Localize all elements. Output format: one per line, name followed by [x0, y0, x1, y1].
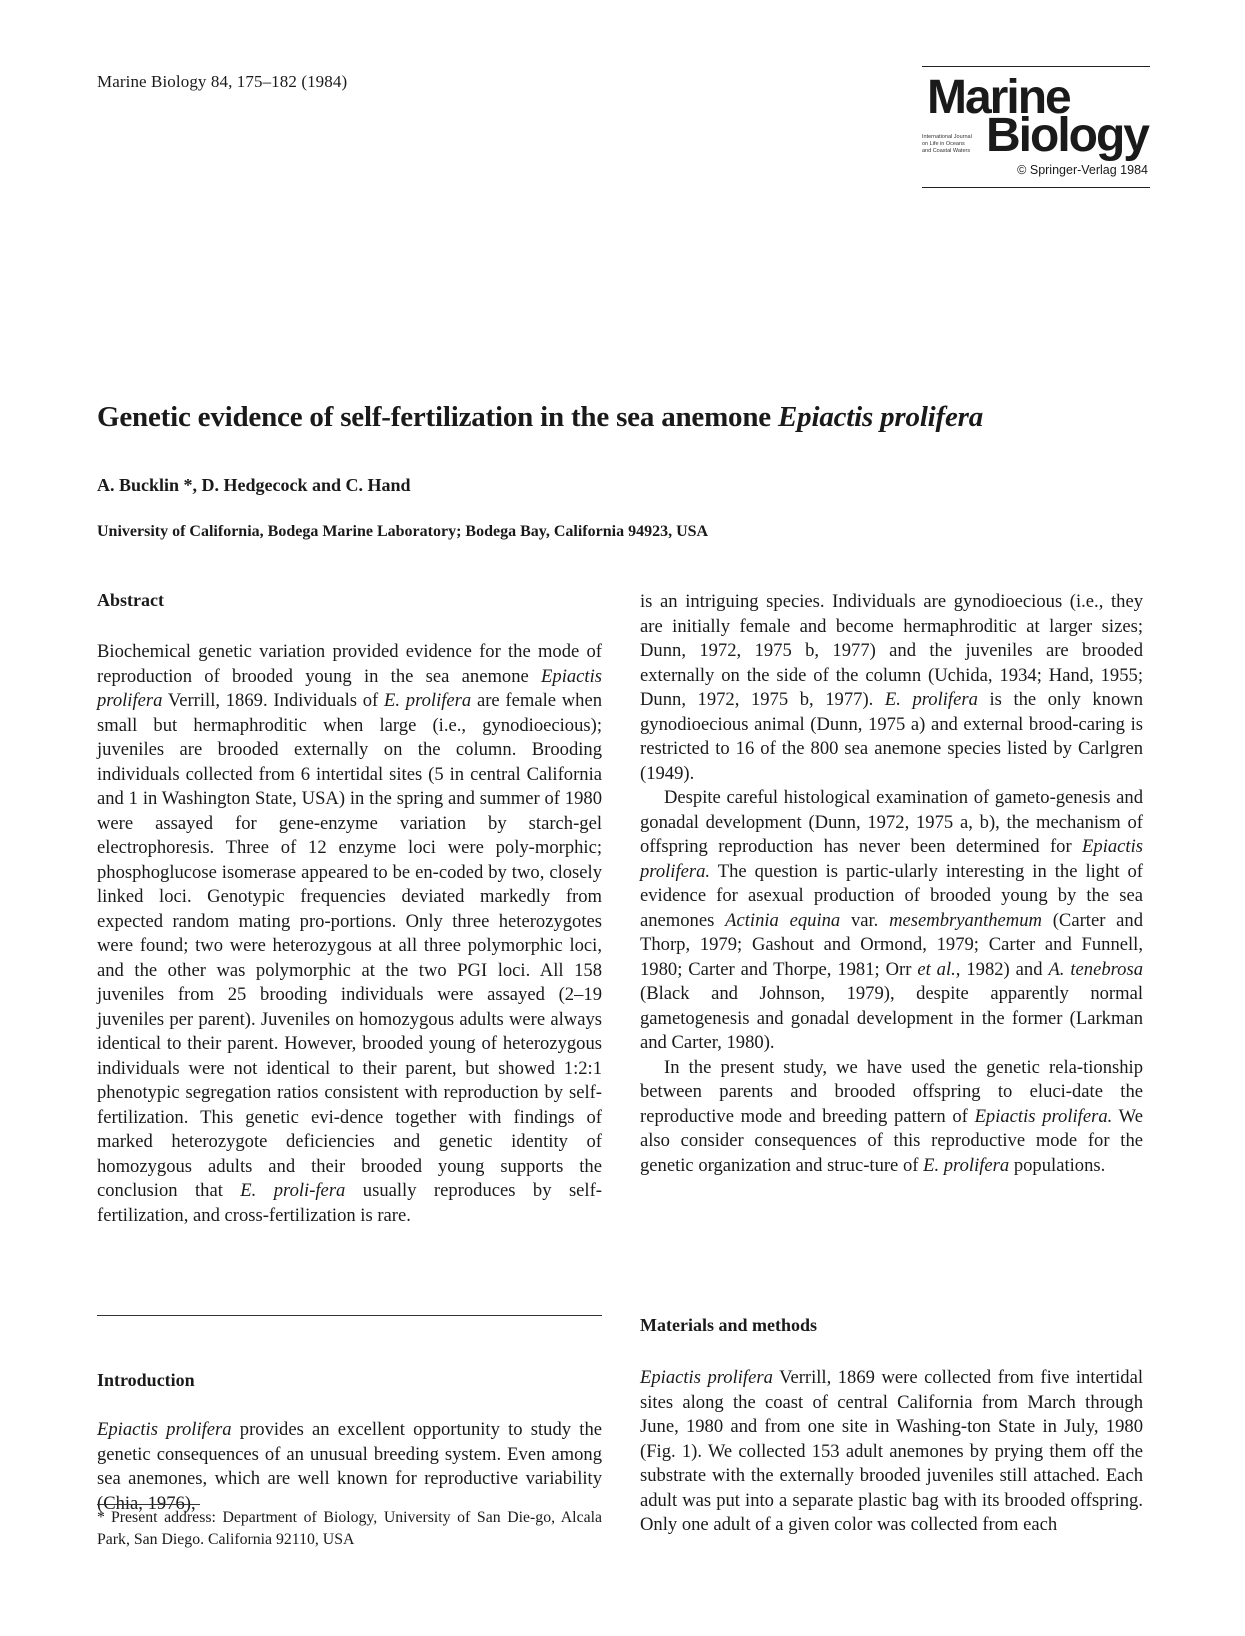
abstract-species-2: E. prolifera — [384, 690, 472, 711]
footnote — [97, 1507, 602, 1551]
logo-bottom-rule — [922, 187, 1150, 188]
abstract-divider — [97, 1315, 602, 1316]
logo-word-marine: Marine — [927, 71, 1070, 124]
abstract-species-3: E. proli-fera — [240, 1180, 346, 1201]
footnote-mark: * — [97, 1509, 105, 1526]
introduction-paragraph-1-part-1 — [97, 1418, 602, 1516]
introduction-paragraph-1-part-2 — [640, 590, 1143, 786]
introduction-paragraph-2 — [640, 786, 1143, 1056]
methods-text-1: Verrill, 1869 were collected from five intertidal sites along the coast of central California from March through June, 1980 and from one site in Washing-ton State in July, 1980 (Fig. 1). We collected 153 adult anemones by prying them off the substrate with the externally brooded juveniles still attached. Each adult was put into a separate plastic bag with its brooded offspring. Only one adult of a given color was collected from each — [640, 1367, 1143, 1535]
introduction-body-right — [640, 590, 1143, 1178]
abstract-species-1: Epiactis prolifera — [97, 665, 602, 711]
abstract-paragraph — [97, 640, 602, 1228]
logo-word-biology: Biology — [986, 109, 1148, 162]
methods-heading: Materials and methods — [640, 1315, 817, 1335]
methods-body — [640, 1366, 1143, 1538]
intro-text-3: is the only known gynodioecious animal (Dunn, 1975 a) and external brood-caring is restricted to 16 of the 800 sea anemone species listed by Carlgren (1949). — [640, 689, 1143, 784]
intro-species-8: Epiactis prolifera. — [974, 1105, 1113, 1127]
journal-logo — [922, 66, 1150, 190]
logo-tagline-line-1: International Journal — [922, 134, 972, 140]
intro-text-1: provides an excellent opportunity to study the genetic consequences of an unusual breeding system. Even among sea anemones, which are well known for reproductive variability (Chia, 1976), — [97, 1419, 602, 1514]
abstract-heading: Abstract — [97, 590, 164, 610]
intro-etal: et al. — [917, 958, 956, 980]
article-affiliation: University of California, Bodega Marine Laboratory; Bodega Bay, California 94923, USA — [97, 523, 709, 540]
abstract-text-4: usually reproduces by self-fertilization, and cross-fertilization is rare. — [97, 1180, 602, 1226]
intro-text-5: The question is partic-ularly interesting in the light of evidence for asexual production of brooded young by the sea anemones — [640, 860, 1143, 931]
abstract-text-2: Verrill, 1869. Individuals of — [162, 690, 385, 711]
footnote-divider — [97, 1504, 200, 1505]
abstract-text-3: are female when small but hermaphroditic when large (i.e., gynodioecious); juveniles are brooded externally on the column. Brooding individuals collected from 6 intertidal sites (5 in central California and 1 in Washington State, USA) in the spring and summer of 1980 were assayed for gene-enzyme variation by starch-gel electrophoresis. Three of 12 enzyme loci were poly-morphic; phosphoglucose isomerase appeared to be en-coded by two, closely linked loci. Genotypic frequencies deviated markedly from expected random mating pro-portions. Only three heterozygotes were found; two were heterozygous at all three polymorphic loci, and the other was polymorphic at the two PGI loci. All 158 juveniles from 25 brooding individuals were assayed (2–19 juveniles per parent). Juveniles on homozygous adults were always identical to their parent. However, brooded young of heterozygous individuals were not identical to their parent, but showed 1:2:1 phenotypic segregation ratios consistent with reproduction by self-fertilization. This genetic evi-dence together with findings of marked heterozygote deficiencies and genetic identity of homozygous adults and their brooded young supports the conclusion that — [97, 690, 603, 1201]
logo-top-rule — [922, 66, 1150, 67]
introduction-body-left — [97, 1418, 602, 1514]
introduction-paragraph-3 — [640, 1056, 1143, 1179]
intro-text-11: We also consider consequences of this reproductive mode for the genetic organization and struc-ture of — [640, 1105, 1143, 1176]
logo-tagline — [922, 134, 972, 155]
article-title-species: Epiactis prolifera — [778, 401, 984, 433]
intro-text-7: (Carter and Thorp, 1979; Gashout and Ormond, 1979; Carter and Funnell, 1980; Carter and Thorpe, 1981; Orr — [640, 909, 1143, 980]
intro-text-9: (Black and Johnson, 1979), despite apparently normal gametogenesis and gonadal development in the former (Larkman and Carter, 1980). — [640, 983, 1143, 1053]
abstract-text-1: Biochemical genetic variation provided evidence for the mode of reproduction of brooded young in the sea anemone — [97, 641, 602, 687]
intro-species-7: A. tenebrosa — [1048, 958, 1144, 980]
intro-text-10: In the present study, we have used the genetic rela-tionship between parents and brooded offspring to eluci-date the reproductive mode and breeding pattern of — [640, 1056, 1143, 1127]
intro-text-2: is an intriguing species. Individuals are gynodioecious (i.e., they are initially female and become hermaphroditic at larger sizes; Dunn, 1972, 1975 b, 1977) and the juveniles are brooded externally on the side of the column (Uchida, 1934; Hand, 1955; Dunn, 1972, 1975 b, 1977). — [640, 591, 1143, 710]
logo-tagline-line-3: and Coastal Waters — [922, 148, 971, 154]
intro-text-8: , 1982) and — [955, 958, 1049, 980]
abstract-body — [97, 640, 602, 1228]
intro-species-5: Actinia equina — [725, 909, 841, 931]
logo-copyright: © Springer-Verlag 1984 — [1017, 163, 1148, 177]
article-authors: A. Bucklin *, D. Hedgecock and C. Hand — [97, 475, 411, 495]
intro-text-6: var. — [840, 909, 890, 931]
intro-species-1: Epiactis prolifera — [97, 1419, 232, 1440]
introduction-heading: Introduction — [97, 1370, 195, 1390]
intro-species-3: E. prolifera — [884, 689, 978, 710]
journal-citation: Marine Biology 84, 175–182 (1984) — [97, 72, 348, 91]
methods-species-1: Epiactis prolifera — [640, 1367, 773, 1388]
methods-paragraph-1 — [640, 1366, 1143, 1538]
intro-species-6: mesembryanthemum — [889, 909, 1042, 931]
logo-tagline-line-2: on Life in Oceans — [922, 141, 965, 147]
intro-text-4: Despite careful histological examination of gameto-genesis and gonadal development (Dunn, 1972, 1975 a, b), the mechanism of offspring reproduction has never been determined for — [640, 787, 1143, 857]
intro-text-12: populations. — [1009, 1154, 1106, 1176]
footnote-text: Present address: Department of Biology, University of San Die-go, Alcala Park, San Diego. California 92110, USA — [97, 1509, 602, 1548]
article-title-text: Genetic evidence of self-fertilization in the sea anemone — [97, 401, 779, 433]
intro-species-4: Epiactis prolifera. — [640, 836, 1143, 882]
article-title — [97, 401, 983, 434]
intro-species-9: E. prolifera — [923, 1154, 1010, 1176]
